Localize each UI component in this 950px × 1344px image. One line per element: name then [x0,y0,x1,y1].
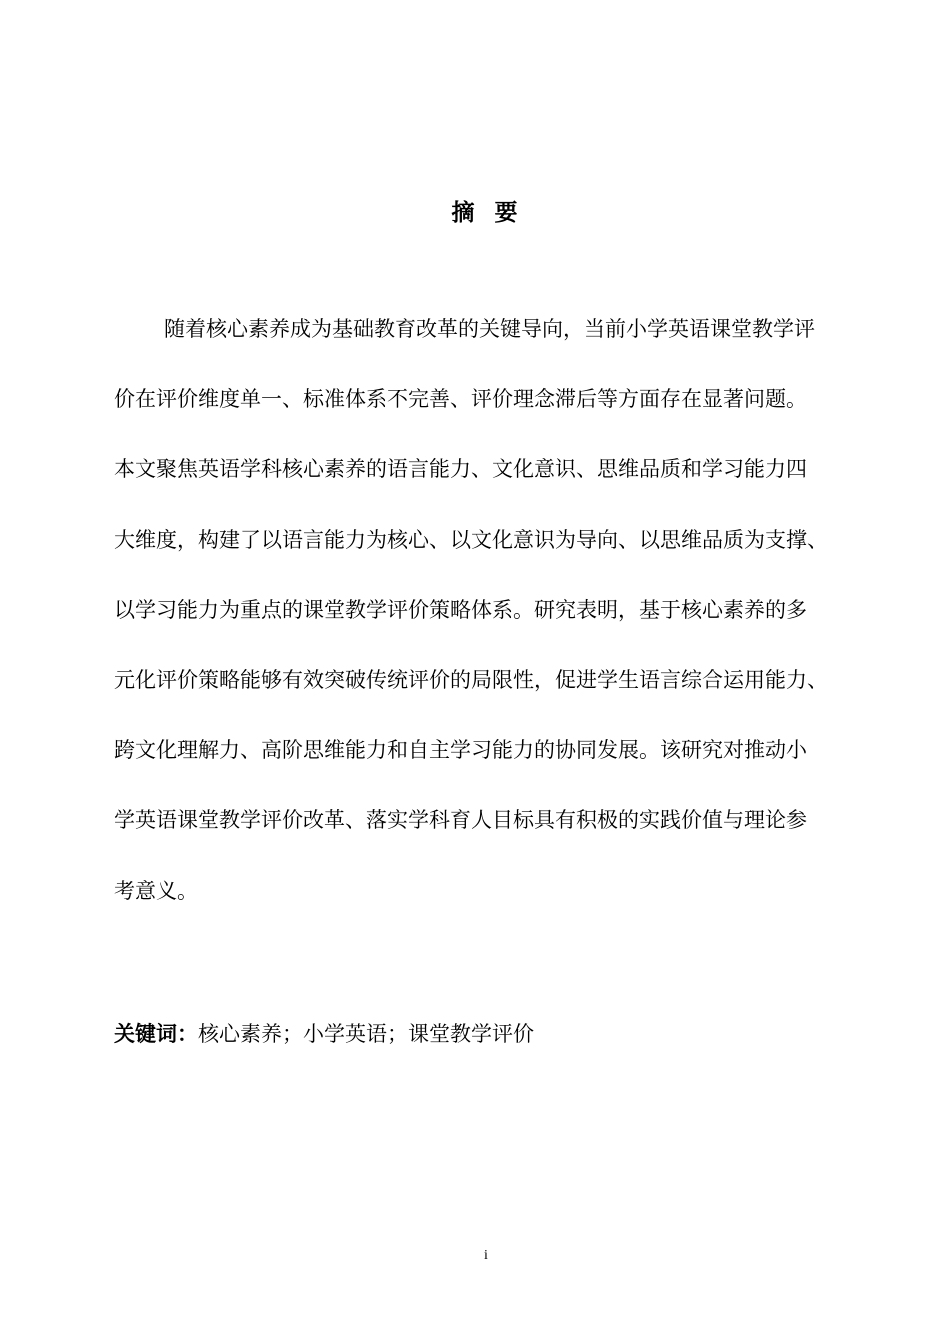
abstract-line: 考意义。 [114,878,198,903]
abstract-line: 大维度，构建了以语言能力为核心、以文化意识为导向、以思维品质为支撑、 [114,527,828,552]
abstract-line: 随着核心素养成为基础教育改革的关键导向，当前小学英语课堂教学评 [164,317,815,341]
abstract-line: 以学习能力为重点的课堂教学评价策略体系。研究表明，基于核心素养的多 [114,597,807,622]
abstract-body [114,294,874,926]
abstract-line: 价在评价维度单一、标准体系不完善、评价理念滞后等方面存在显著问题。 [114,387,807,412]
abstract-line: 本文聚焦英语学科核心素养的语言能力、文化意识、思维品质和学习能力四 [114,457,807,482]
abstract-line: 学英语课堂教学评价改革、落实学科育人目标具有积极的实践价值与理论参 [114,808,807,833]
abstract-line: 跨文化理解力、高阶思维能力和自主学习能力的协同发展。该研究对推动小 [114,738,807,763]
keywords-text: 核心素养；小学英语；课堂教学评价 [198,1022,534,1046]
keywords-label: 关键词： [114,1022,198,1046]
keywords-line [114,1018,874,1050]
abstract-title: 摘 要 [451,200,524,226]
page-number: i [484,1248,488,1263]
abstract-line: 元化评价策略能够有效突破传统评价的局限性，促进学生语言综合运用能力、 [114,667,828,692]
